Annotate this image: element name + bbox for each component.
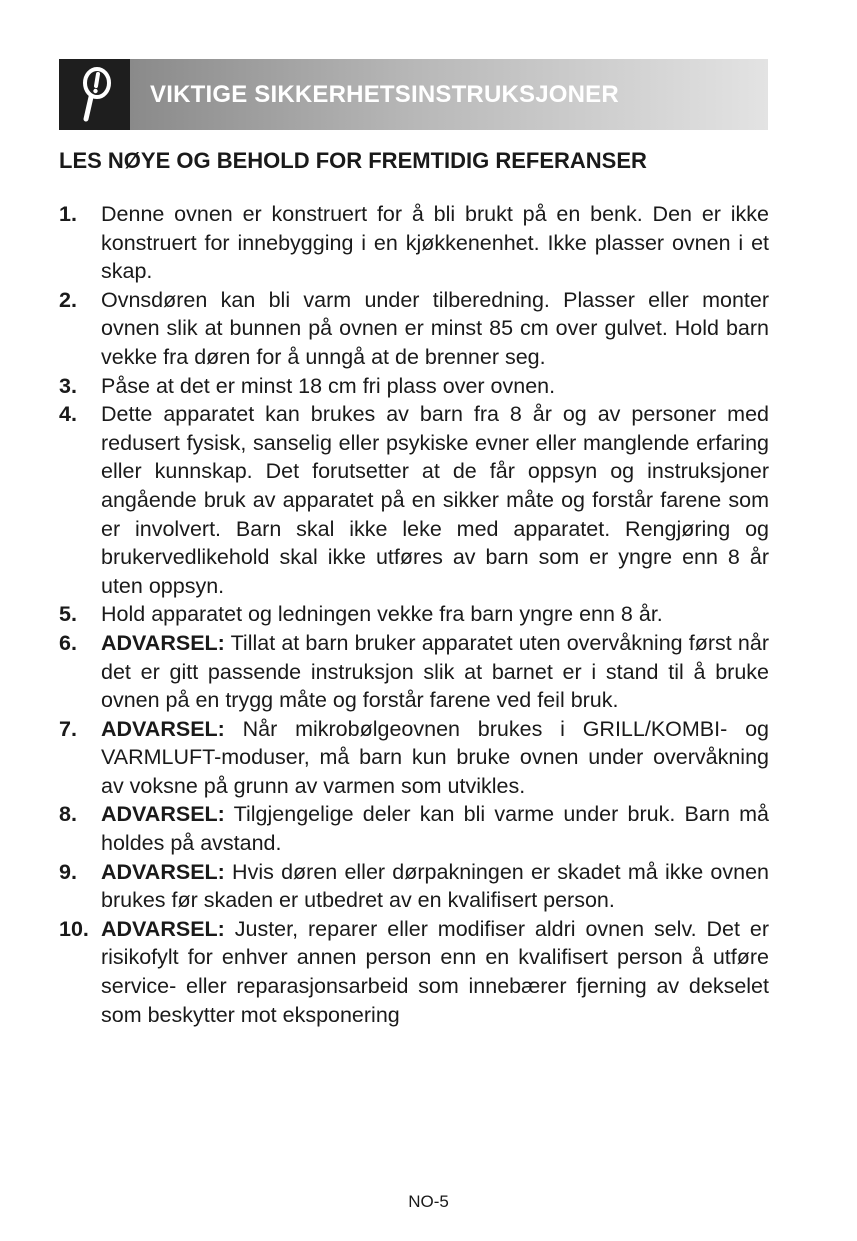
- list-item: [59, 200, 769, 286]
- warning-icon-box: [59, 59, 130, 130]
- item-text: ADVARSEL: Når mikrobølgeovnen brukes i GRILL/KOMBI- og VARMLUFT-moduser, må barn kun bruke ovnen under overvåkning av voksne på grunn av varmen som utvikles.: [101, 716, 769, 798]
- item-text: ADVARSEL: Tilgjengelige deler kan bli varme under bruk. Barn må holdes på avstand.: [101, 802, 769, 856]
- item-text: ADVARSEL: Juster, reparer eller modifiser aldri ovnen selv. Det er risikofylt for enhver annen person enn en kvalifisert person å utføre service- eller reparasjonsarbeid som innebærer fjerning av dekselet som beskytter mot eksponering: [101, 916, 769, 1027]
- list-item: [59, 600, 769, 629]
- list-item: [59, 800, 769, 857]
- list-item: [59, 915, 769, 1029]
- warning-label: ADVARSEL:: [101, 802, 225, 827]
- item-number: 6.: [59, 630, 77, 655]
- item-number: 7.: [59, 716, 77, 741]
- list-item: [59, 629, 769, 715]
- list-item: [59, 400, 769, 600]
- item-number: 5.: [59, 602, 77, 627]
- list-item: [59, 858, 769, 915]
- page-number: NO-5: [408, 1192, 449, 1211]
- item-number: 10.: [59, 916, 89, 941]
- item-text: Dette apparatet kan brukes av barn fra 8 år og av personer med redusert fysisk, sanselig eller psykiske evner eller manglende erfaring eller kunnskap. Det forutsetter at de får oppsyn og instruksjoner angående bruk av apparatet på en sikker måte og forstår farene som er involvert. Barn skal ikke leke med apparatet. Rengjøring og brukervedlikehold skal ikke utføres av barn som er yngre enn 8 år uten oppsyn.: [101, 402, 769, 598]
- item-text: ADVARSEL: Tillat at barn bruker apparatet uten overvåkning først når det er gitt passende instruksjon slik at barnet er i stand til å bruke ovnen på en trygg måte og forstår farene ved feil bruk.: [101, 630, 769, 713]
- list-item: [59, 372, 769, 401]
- warning-label: ADVARSEL:: [101, 916, 225, 941]
- section-header: [59, 59, 768, 130]
- warning-label: ADVARSEL:: [101, 716, 225, 741]
- instruction-list: [59, 200, 769, 1029]
- item-number: 3.: [59, 373, 77, 398]
- item-number: 2.: [59, 287, 77, 312]
- warning-label: ADVARSEL:: [101, 859, 225, 884]
- warning-label: ADVARSEL:: [101, 630, 225, 655]
- item-text: Ovnsdøren kan bli varm under tilberedning. Plasser eller monter ovnen slik at bunnen på ovnen er minst 85 cm over gulvet. Hold barn vekke fra døren for å unngå at de brenner seg.: [101, 287, 769, 369]
- warning-icon: [78, 67, 112, 123]
- item-number: 1.: [59, 202, 77, 226]
- item-text: Denne ovnen er konstruert for å bli brukt på en benk. Den er ikke konstruert for innebygging i en kjøkkenenhet. Ikke plasser ovnen i et skap.: [101, 202, 769, 284]
- title-bar: [130, 59, 768, 130]
- item-text: Hold apparatet og ledningen vekke fra barn yngre enn 8 år.: [101, 602, 663, 627]
- item-number: 8.: [59, 802, 77, 827]
- list-item: [59, 286, 769, 372]
- subtitle: LES NØYE OG BEHOLD FOR FREMTIDIG REFERANSER: [59, 148, 647, 173]
- list-item: [59, 715, 769, 801]
- page-title: VIKTIGE SIKKERHETSINSTRUKSJONER: [150, 80, 619, 108]
- item-number: 9.: [59, 859, 77, 884]
- item-text: Påse at det er minst 18 cm fri plass over ovnen.: [101, 373, 556, 398]
- item-text: ADVARSEL: Hvis døren eller dørpakningen er skadet må ikke ovnen brukes før skaden er utbedret av en kvalifisert person.: [101, 859, 769, 913]
- item-number: 4.: [59, 402, 77, 427]
